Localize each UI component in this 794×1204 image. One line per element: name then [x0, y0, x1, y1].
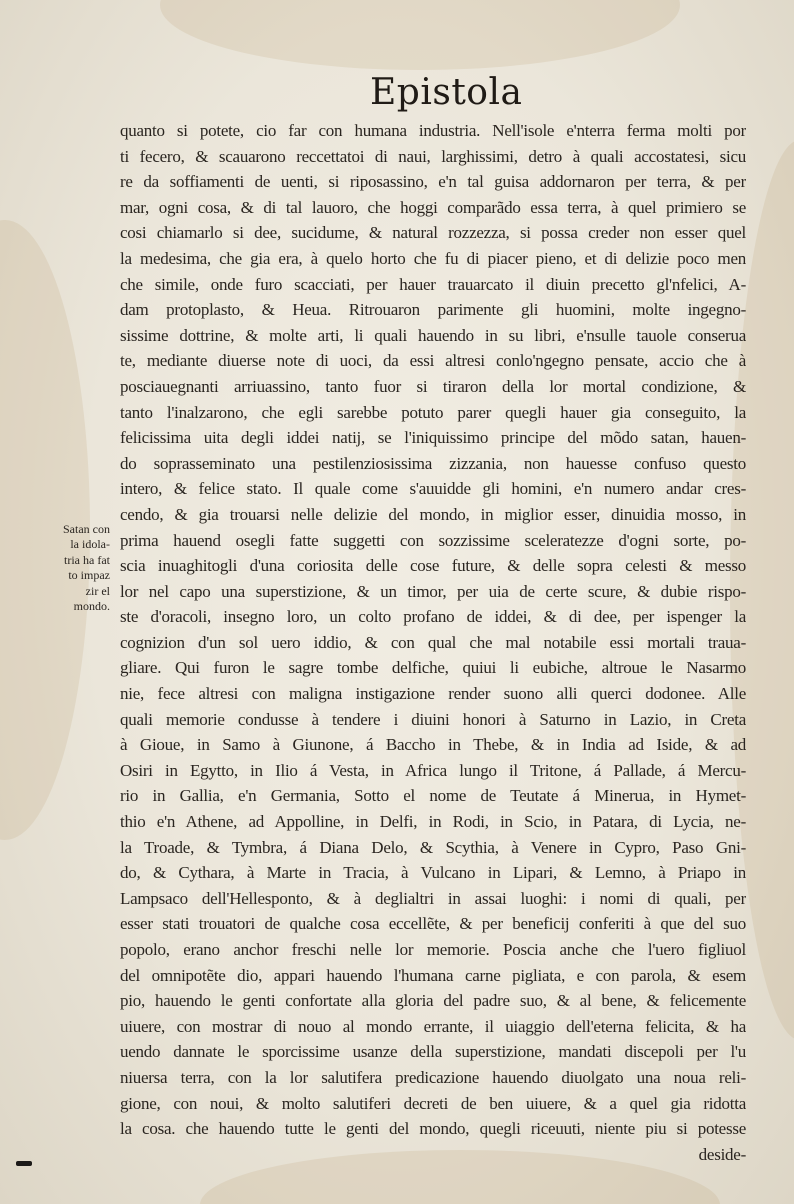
text-line: posciauegnanti arriuassino, tanto fuor si tiraron della lor mortal condizione, &: [120, 376, 746, 396]
margin-note-line: Satan con: [63, 522, 110, 536]
text-line: popolo, erano anchor freschi nelle lor memorie. Poscia anche che l'uero figliuol: [120, 940, 746, 959]
text-line: mar, ogni cosa, & di tal lauoro, che hoggi comparãdo essa terra, à quel primiero se: [120, 197, 746, 217]
page-title: Epistola: [370, 72, 523, 113]
text-line: che simile, onde furo scacciati, per hauer trauarcato il diuin precetto gl'nfelici, A-: [120, 274, 746, 294]
text-line: te, mediante diuerse note di uoci, da essi altresi conlo'ngegno pensate, accio che à: [120, 351, 746, 371]
text-line: Osiri in Egytto, in Ilio á Vesta, in Africa lungo il Tritone, á Pallade, á Mercu-: [120, 760, 746, 780]
text-line: prima hauend osegli fatte suggetti con sozzissime sceleratezze d'ogni sorte, po-: [120, 530, 746, 550]
ink-mark: [16, 1161, 32, 1166]
text-line: ste d'oracoli, insegno loro, un colto profano de iddei, & di dee, per ispenger la: [120, 607, 746, 627]
text-line: pio, hauendo le genti confortate alla gloria del padre suo, & al bene, & felicemente: [120, 991, 746, 1011]
text-line: uendo dannate le sporcissime usanze della superstizione, mandati discepoli per l'u: [120, 1042, 746, 1062]
text-line: tanto l'inalzarono, che egli sarebbe potuto parer quegli hauer gia conseguito, la: [120, 402, 746, 422]
text-line: ti fecero, & scauarono reccettatoi di naui, larghissimi, detro à quali accostatesi, sicu: [120, 146, 746, 166]
text-line: sissime dottrine, & molte arti, li quali hauendo in su libri, e'nsulle tauole conserua: [120, 325, 746, 345]
margin-note-line: mondo.: [73, 598, 110, 613]
text-line: Lampsaco dell'Hellesponto, & à deglialtri in assai luoghi: i nomi di quali, per: [120, 888, 746, 908]
paper-stain-top: [160, 0, 680, 70]
text-line: thio e'n Athene, ad Appolline, in Delfi, in Rodi, in Scio, in Patara, di Lycia, ne-: [120, 812, 746, 832]
text-line: do, & Cythara, à Marte in Tracia, à Vulcano in Lipari, & Lemno, à Priapo in: [120, 863, 746, 883]
text-line: niuersa terra, con la lor salutifera predicazione hauendo diuolgato una noua reli-: [120, 1067, 746, 1087]
text-line: quali memorie condusse à tendere i diuini honori à Saturno in Lazio, in Creta: [120, 709, 746, 729]
text-line: gliare. Qui furon le sagre tombe delfiche, quiui li eubiche, altroue le Nasarmo: [120, 658, 746, 678]
text-line: quanto si potete, cio far con humana industria. Nell'isole e'nterra ferma molti por: [120, 121, 746, 140]
text-line: la medesima, che gia era, à quelo horto che fu di piacer pieno, et di delizie poco men: [120, 248, 746, 268]
text-line: la Troade, & Tymbra, á Diana Delo, & Scythia, à Venere in Cypro, Paso Gni-: [120, 837, 746, 857]
text-line: cendo, & gia trouarsi nelle delizie del mondo, in miglior esser, dinuidia mosso, in: [120, 504, 746, 524]
margin-note-line: la idola-: [70, 537, 110, 552]
text-line: la cosa. che hauendo tutte le genti del mondo, quegli riceuuti, niente piu si potesse: [120, 1119, 746, 1139]
margin-note-line: to impaz: [68, 568, 110, 583]
text-line: cognizion d'un sol uero iddio, & con qual che mal notabile essi mortali traua-: [120, 632, 746, 652]
text-line: nie, fece altresi con maligna instigazione render suono alli querci dodonee. Alle: [120, 684, 746, 704]
text-line: do soprasseminato una pestilenziosissima zizzania, non hauesse confuso questo: [120, 453, 746, 473]
text-line: uiuere, con mostrar di nouo al mondo errante, il uiaggio dell'eterna felicita, & ha: [120, 1016, 746, 1036]
text-line: gione, con noui, & molto salutiferi decreti de ben uiuere, & a quel gia ridotta: [120, 1093, 746, 1113]
body-text: [120, 118, 746, 1167]
text-line: felicissima uita degli iddei natij, se l'iniquissimo principe del mõdo satan, hauen-: [120, 428, 746, 448]
text-line: à Gioue, in Samo à Giunone, á Baccho in Thebe, & in India ad Iside, & ad: [120, 735, 746, 755]
text-line: del omnipotẽte dio, appari hauendo l'humana carne pigliata, e con parola, & esem: [120, 965, 746, 985]
text-line: rio in Gallia, e'n Germania, Sotto el nome de Teutate á Minerua, in Hymet-: [120, 786, 746, 806]
text-line: dam protoplasto, & Heua. Ritrouaron parimente gli huomini, molte ingegno-: [120, 300, 746, 320]
text-line: cosi chiamarlo si dee, sucidume, & natural rozzezza, si possa creder non esser quel: [120, 223, 746, 243]
margin-note: [34, 522, 110, 614]
text-line: intero, & felice stato. Il quale come s'auuidde gli homini, e'n numero andar cres-: [120, 479, 746, 499]
text-line: deside-: [698, 1144, 746, 1164]
margin-note-line: tria ha fat: [64, 552, 110, 567]
margin-note-line: zir el: [85, 583, 110, 598]
text-line: lor nel capo una superstizione, & un timor, per uia de certe scure, & dubie rispo-: [120, 581, 746, 601]
text-line: re da soffiamenti de uenti, si riposassino, e'n tal guisa addornaron per terra, & per: [120, 172, 746, 192]
text-line: scia inuaghitogli d'una coriosita delle cose future, & delle sopra celesti & messo: [120, 556, 746, 576]
text-line: esser stati trouatori de qualche cosa eccellẽte, & per beneficij conferiti à que del suo: [120, 914, 746, 934]
